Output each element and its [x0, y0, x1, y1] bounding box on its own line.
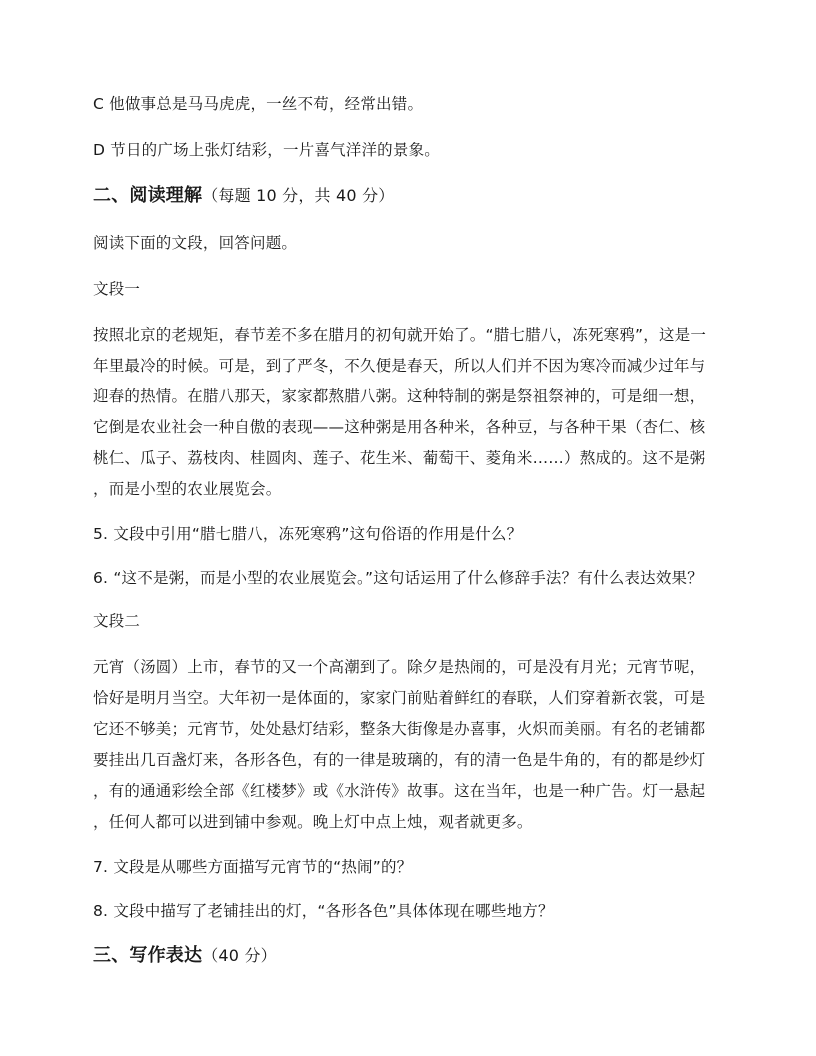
passage-2-line: 它还不够美；元宵节，处处悬灯结彩，整条大街像是办喜事，火炽而美丽。有名的老铺都 [93, 720, 706, 738]
passage-2-line: ，有的通通彩绘全部《红楼梦》或《水浒传》故事。这在当年，也是一种广告。灯一悬起 [93, 782, 706, 800]
section-2-meta: （每题 10 分，共 40 分） [202, 186, 395, 205]
passage-1-line: 年里最冷的时候。可是，到了严冬，不久便是春天，所以人们并不因为寒冷而减少过年与 [93, 357, 706, 375]
section-3-title: 三、写作表达 [93, 945, 203, 966]
question-5: 5. 文段中引用“腊七腊八，冻死寒鸦”这句俗语的作用是什么？ [93, 525, 523, 543]
passage-1-line: ，而是小型的农业展览会。 [93, 480, 282, 498]
passage-2-line: 要挂出几百盏灯来，各形各色，有的一律是玻璃的，有的清一色是牛角的，有的都是纱灯 [93, 751, 706, 769]
passage-1-line: 桃仁、瓜子、荔枝肉、桂圆肉、莲子、花生米、葡萄干、菱角米……）熬成的。这不是粥 [93, 449, 706, 467]
question-7: 7. 文段是从哪些方面描写元宵节的“热闹”的？ [93, 858, 413, 876]
section-3-meta: （40 分） [202, 946, 277, 965]
question-8: 8. 文段中描写了老铺挂出的灯，“各形各色”具体体现在哪些地方？ [93, 902, 554, 920]
passage-1-line: 迎春的热情。在腊八那天，家家都熬腊八粥。这种特制的粥是祭祖祭神的，可是细一想， [93, 387, 706, 405]
section-3-heading [93, 946, 277, 966]
option-c: C 他做事总是马马虎虎，一丝不苟，经常出错。 [93, 95, 424, 113]
section-2-title: 二、阅读理解 [93, 185, 203, 206]
passage-1-line: 它倒是农业社会一种自傲的表现——这种粥是用各种米，各种豆，与各种干果（杏仁、核 [93, 418, 706, 436]
passage-2-line: ，任何人都可以进到铺中参观。晚上灯中点上烛，观者就更多。 [93, 813, 533, 831]
passage-1-line: 按照北京的老规矩，春节差不多在腊月的初旬就开始了。“腊七腊八，冻死寒鸦”，这是一 [93, 326, 707, 344]
option-d: D 节日的广场上张灯结彩，一片喜气洋洋的景象。 [93, 141, 440, 159]
passage-2-line: 恰好是明月当空。大年初一是体面的，家家门前贴着鲜红的春联，人们穿着新衣裳，可是 [93, 689, 706, 707]
passage-1-label: 文段一 [93, 280, 141, 298]
section-2-heading [93, 186, 394, 206]
passage-2-line: 元宵（汤圆）上市，春节的又一个高潮到了。除夕是热闹的，可是没有月光；元宵节呢， [93, 658, 706, 676]
question-6: 6. “这不是粥，而是小型的农业展览会。”这句话运用了什么修辞手法？有什么表达效果？ [93, 569, 703, 587]
reading-intro: 阅读下面的文段，回答问题。 [93, 234, 298, 252]
passage-2-label: 文段二 [93, 612, 141, 630]
